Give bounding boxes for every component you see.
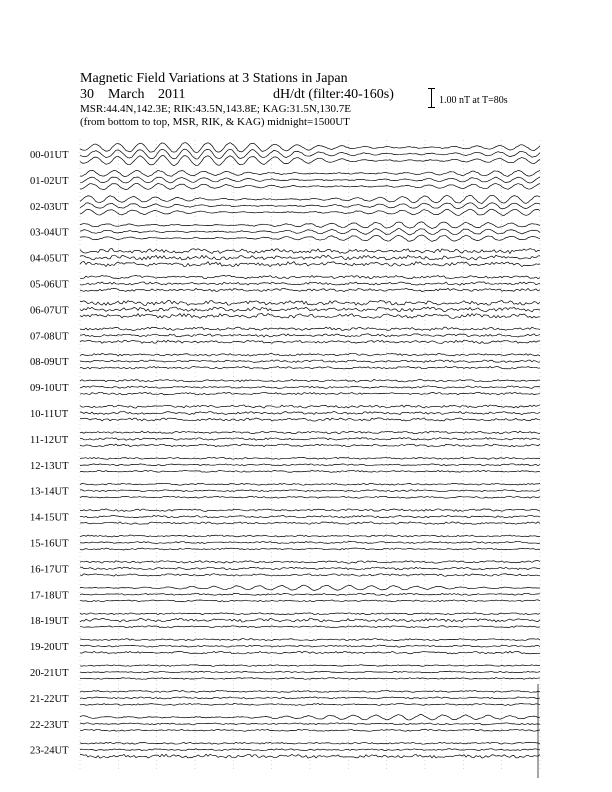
row-label: 08-09UT [30,357,69,369]
scale-bar-line [431,89,432,107]
scale-bar-cap-bottom [428,107,435,108]
waveform-trace-rik [80,255,540,260]
row-label: 04-05UT [30,253,69,265]
row-label: 12-13UT [30,460,69,472]
waveform-trace-msr [80,574,540,577]
waveform-trace-kag [80,585,540,590]
order-note: (from bottom to top, MSR, RIK, & KAG) midnight=1500UT [80,116,350,128]
row-label: 21-22UT [30,693,69,705]
waveform-trace-rik [80,593,540,595]
waveform-trace-rik [80,697,540,699]
waveform-trace-msr [80,678,540,680]
waveform-trace-kag [80,249,540,254]
row-label: 22-23UT [30,719,69,731]
waveform-trace-rik [80,438,540,441]
waveform-trace-msr [80,522,540,524]
waveform-trace-kag [80,665,540,667]
row-label: 15-16UT [30,538,69,550]
row-label: 13-14UT [30,486,69,498]
scale-bar-label: 1.00 nT at T=80s [439,95,508,106]
row-label: 02-03UT [30,201,69,213]
row-label: 17-18UT [30,590,69,602]
waveform-trace-msr [80,392,540,395]
row-label: 03-04UT [30,227,69,239]
row-label: 00-01UT [30,150,69,161]
waveform-trace-kag [80,275,540,278]
waveform-trace-msr [80,703,540,705]
waveform-trace-kag [80,509,540,512]
waveform-trace-rik [80,307,540,312]
waveform-trace-kag [80,431,540,434]
waveform-trace-kag [80,714,540,720]
waveform-trace-rik [80,203,540,209]
waveform-trace-rik [80,177,540,183]
waveform-trace-rik [80,515,540,518]
row-label: 23-24UT [30,745,69,757]
row-label: 07-08UT [30,331,69,343]
row-label: 06-07UT [30,305,69,317]
chart-title: Magnetic Field Variations at 3 Stations in Japan [80,71,348,86]
row-label: 20-21UT [30,668,69,679]
waveform-trace-kag [80,170,540,176]
waveform-trace-kag [80,535,540,537]
date-day: 30 [80,87,94,102]
waveform-trace-rik [80,645,540,647]
row-label: 11-12UT [30,434,69,446]
waveform-trace-kag [80,639,540,641]
waveform-trace-msr [80,626,540,628]
waveform-trace-rik [80,490,540,492]
station-list: MSR:44.4N,142.3E; RIK:43.5N,143.8E; KAG:31.5N,130.7E [80,103,352,115]
waveform-trace-rik [80,386,540,389]
row-label: 19-20UT [30,642,69,654]
row-label: 18-19UT [30,616,69,628]
waveform-trace-kag [80,222,540,229]
row-label: 14-15UT [30,512,69,524]
row-label: 16-17UT [30,564,69,576]
scale-bar [428,88,598,110]
waveform-trace-msr [80,548,540,550]
waveform-trace-kag [80,405,540,408]
row-label: 05-06UT [30,279,69,291]
waveform-trace-kag [80,742,540,744]
waveform-trace-rik [80,542,540,544]
row-label: 01-02UT [30,175,69,187]
waveform-trace-msr [80,470,540,472]
date-month: March [108,87,145,102]
quantity-label: dH/dt (filter:40-160s) [273,87,394,102]
waveform-trace-kag [80,613,540,615]
waveform-trace-rik [80,567,540,570]
waveform-trace-msr [80,729,540,731]
waveform-trace-rik [80,411,540,414]
waveform-trace-rik [80,229,540,235]
date-year: 2011 [158,87,186,102]
waveform-trace-kag [80,353,540,356]
row-label: 09-10UT [30,383,69,395]
row-label: 10-11UT [30,409,69,420]
waveform-trace-msr [80,314,540,319]
waveform-trace-kag [80,457,540,459]
